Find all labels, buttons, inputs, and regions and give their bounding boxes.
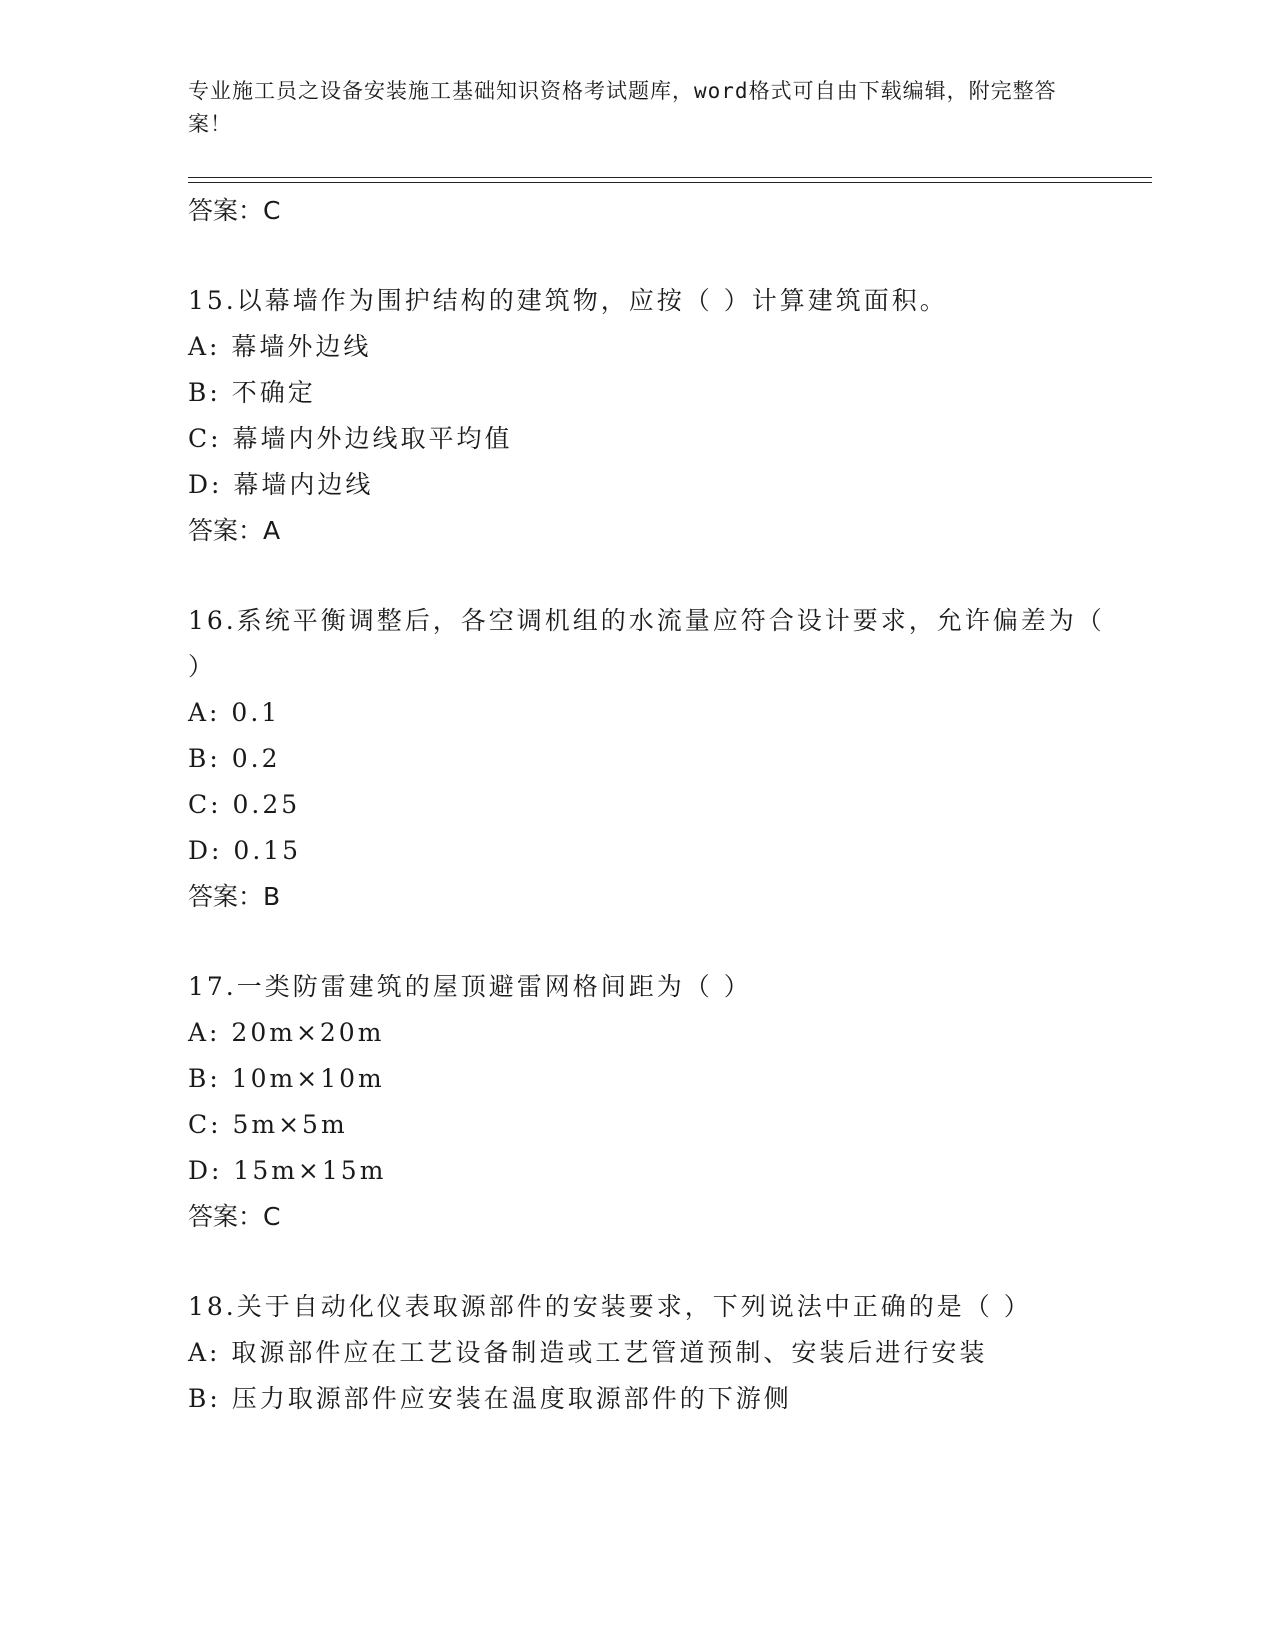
document-header: 专业施工员之设备安装施工基础知识资格考试题库，word格式可自由下载编辑，附完整答案！ xyxy=(188,79,1057,136)
header-divider-bottom xyxy=(188,182,1152,183)
option-b: B: 不确定 xyxy=(188,378,316,407)
option-b: B: 0.2 xyxy=(188,744,281,773)
option-a: A: 取源部件应在工艺设备制造或工艺管道预制、安装后进行安装 xyxy=(188,1338,988,1367)
option-c: C: 5m×5m xyxy=(188,1110,348,1139)
question-stem: 16.系统平衡调整后，各空调机组的水流量应符合设计要求，允许偏差为（ ） xyxy=(188,606,1105,681)
option-a: A: 幕墙外边线 xyxy=(188,332,372,361)
question-stem: 17.一类防雷建筑的屋顶避雷网格间距为（ ） xyxy=(188,972,752,1001)
answer-line: 答案：A xyxy=(188,516,281,545)
option-b: B: 压力取源部件应安装在温度取源部件的下游侧 xyxy=(188,1384,792,1413)
answer-line: 答案：C xyxy=(188,196,281,225)
question-18 xyxy=(188,1284,1108,1422)
option-c: C: 幕墙内外边线取平均值 xyxy=(188,424,513,453)
answer-line: 答案：C xyxy=(188,1202,281,1231)
answer-line: 答案：B xyxy=(188,882,281,911)
option-d: D: 15m×15m xyxy=(188,1156,387,1185)
option-d: D: 幕墙内边线 xyxy=(188,470,374,499)
option-b: B: 10m×10m xyxy=(188,1064,385,1093)
question-list xyxy=(188,188,1108,1422)
question-stem: 18.关于自动化仪表取源部件的安装要求，下列说法中正确的是（ ） xyxy=(188,1292,1032,1321)
option-c: C: 0.25 xyxy=(188,790,301,819)
question-15 xyxy=(188,278,1108,554)
question-17 xyxy=(188,964,1108,1240)
question-stem: 15.以幕墙作为围护结构的建筑物，应按（ ）计算建筑面积。 xyxy=(188,286,948,315)
question-16 xyxy=(188,598,1108,920)
header-divider-top xyxy=(188,177,1152,178)
option-a: A: 0.1 xyxy=(188,698,281,727)
option-d: D: 0.15 xyxy=(188,836,302,865)
option-a: A: 20m×20m xyxy=(188,1018,385,1047)
